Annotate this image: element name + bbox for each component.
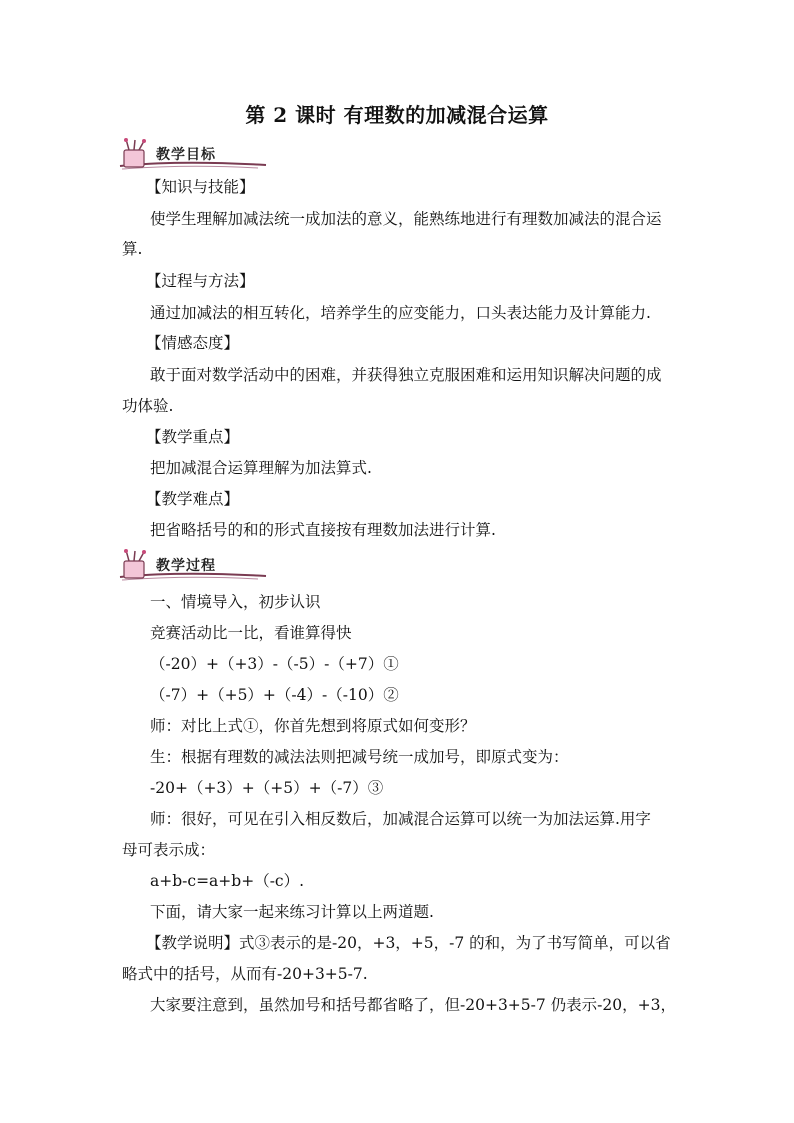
- text-line: 师：很好，可见在引入相反数后，加减混合运算可以统一为加法运算.用字: [150, 810, 651, 828]
- section-heading-label: 教学过程: [156, 558, 216, 574]
- text-line: 生：根据有理数的减法法则把减号统一成加号，即原式变为：: [150, 748, 569, 766]
- text-line: 大家要注意到，虽然加号和括号都省略了，但-20+3+5-7 仍表示-20，+3，: [150, 996, 676, 1014]
- text-line: 功体验.: [122, 397, 174, 415]
- text-line: 使学生理解加减法统一成加法的意义，能熟练地进行有理数加减法的混合运: [150, 210, 662, 228]
- text-line: 【情感态度】: [146, 334, 240, 352]
- section-heading-objectives: [118, 138, 268, 172]
- text-line: 师：对比上式①，你首先想到将原式如何变形？: [150, 717, 476, 735]
- text-line: （-7）+（+5）+（-4）-（-10）②: [150, 686, 399, 704]
- text-line: 【过程与方法】: [146, 272, 255, 290]
- text-line: a+b-c=a+b+（-c）.: [150, 872, 305, 890]
- text-line: 略式中的括号，从而有-20+3+5-7.: [122, 965, 368, 983]
- text-line: 下面，请大家一起来练习计算以上两道题.: [150, 903, 434, 921]
- text-line: 竞赛活动比一比，看谁算得快: [150, 624, 352, 642]
- text-line: （-20）+（+3）-（-5）-（+7）①: [150, 655, 399, 673]
- section-heading-process: [118, 549, 268, 583]
- text-line: 【教学重点】: [146, 428, 240, 446]
- text-line: 敢于面对数学活动中的困难，并获得独立克服困难和运用知识解决问题的成: [150, 366, 662, 384]
- text-line: 通过加减法的相互转化，培养学生的应变能力，口头表达能力及计算能力.: [150, 304, 651, 322]
- text-line: 把加减混合运算理解为加法算式.: [150, 459, 372, 477]
- section-heading-label: 教学目标: [156, 147, 216, 163]
- text-line: 一、情境导入，初步认识: [150, 593, 321, 611]
- text-line: 把省略括号的和的形式直接按有理数加法进行计算.: [150, 521, 496, 539]
- text-line: 【教学难点】: [146, 490, 240, 508]
- text-line: 算.: [122, 240, 143, 258]
- text-line: -20+（+3）+（+5）+（-7）③: [150, 779, 384, 797]
- text-line: 【教学说明】式③表示的是-20，+3，+5，-7 的和，为了书写简单，可以省: [146, 934, 671, 952]
- text-line: 【知识与技能】: [146, 178, 255, 196]
- page-title: 第 2 课时 有理数的加减混合运算: [245, 103, 549, 127]
- text-line: 母可表示成：: [122, 841, 216, 859]
